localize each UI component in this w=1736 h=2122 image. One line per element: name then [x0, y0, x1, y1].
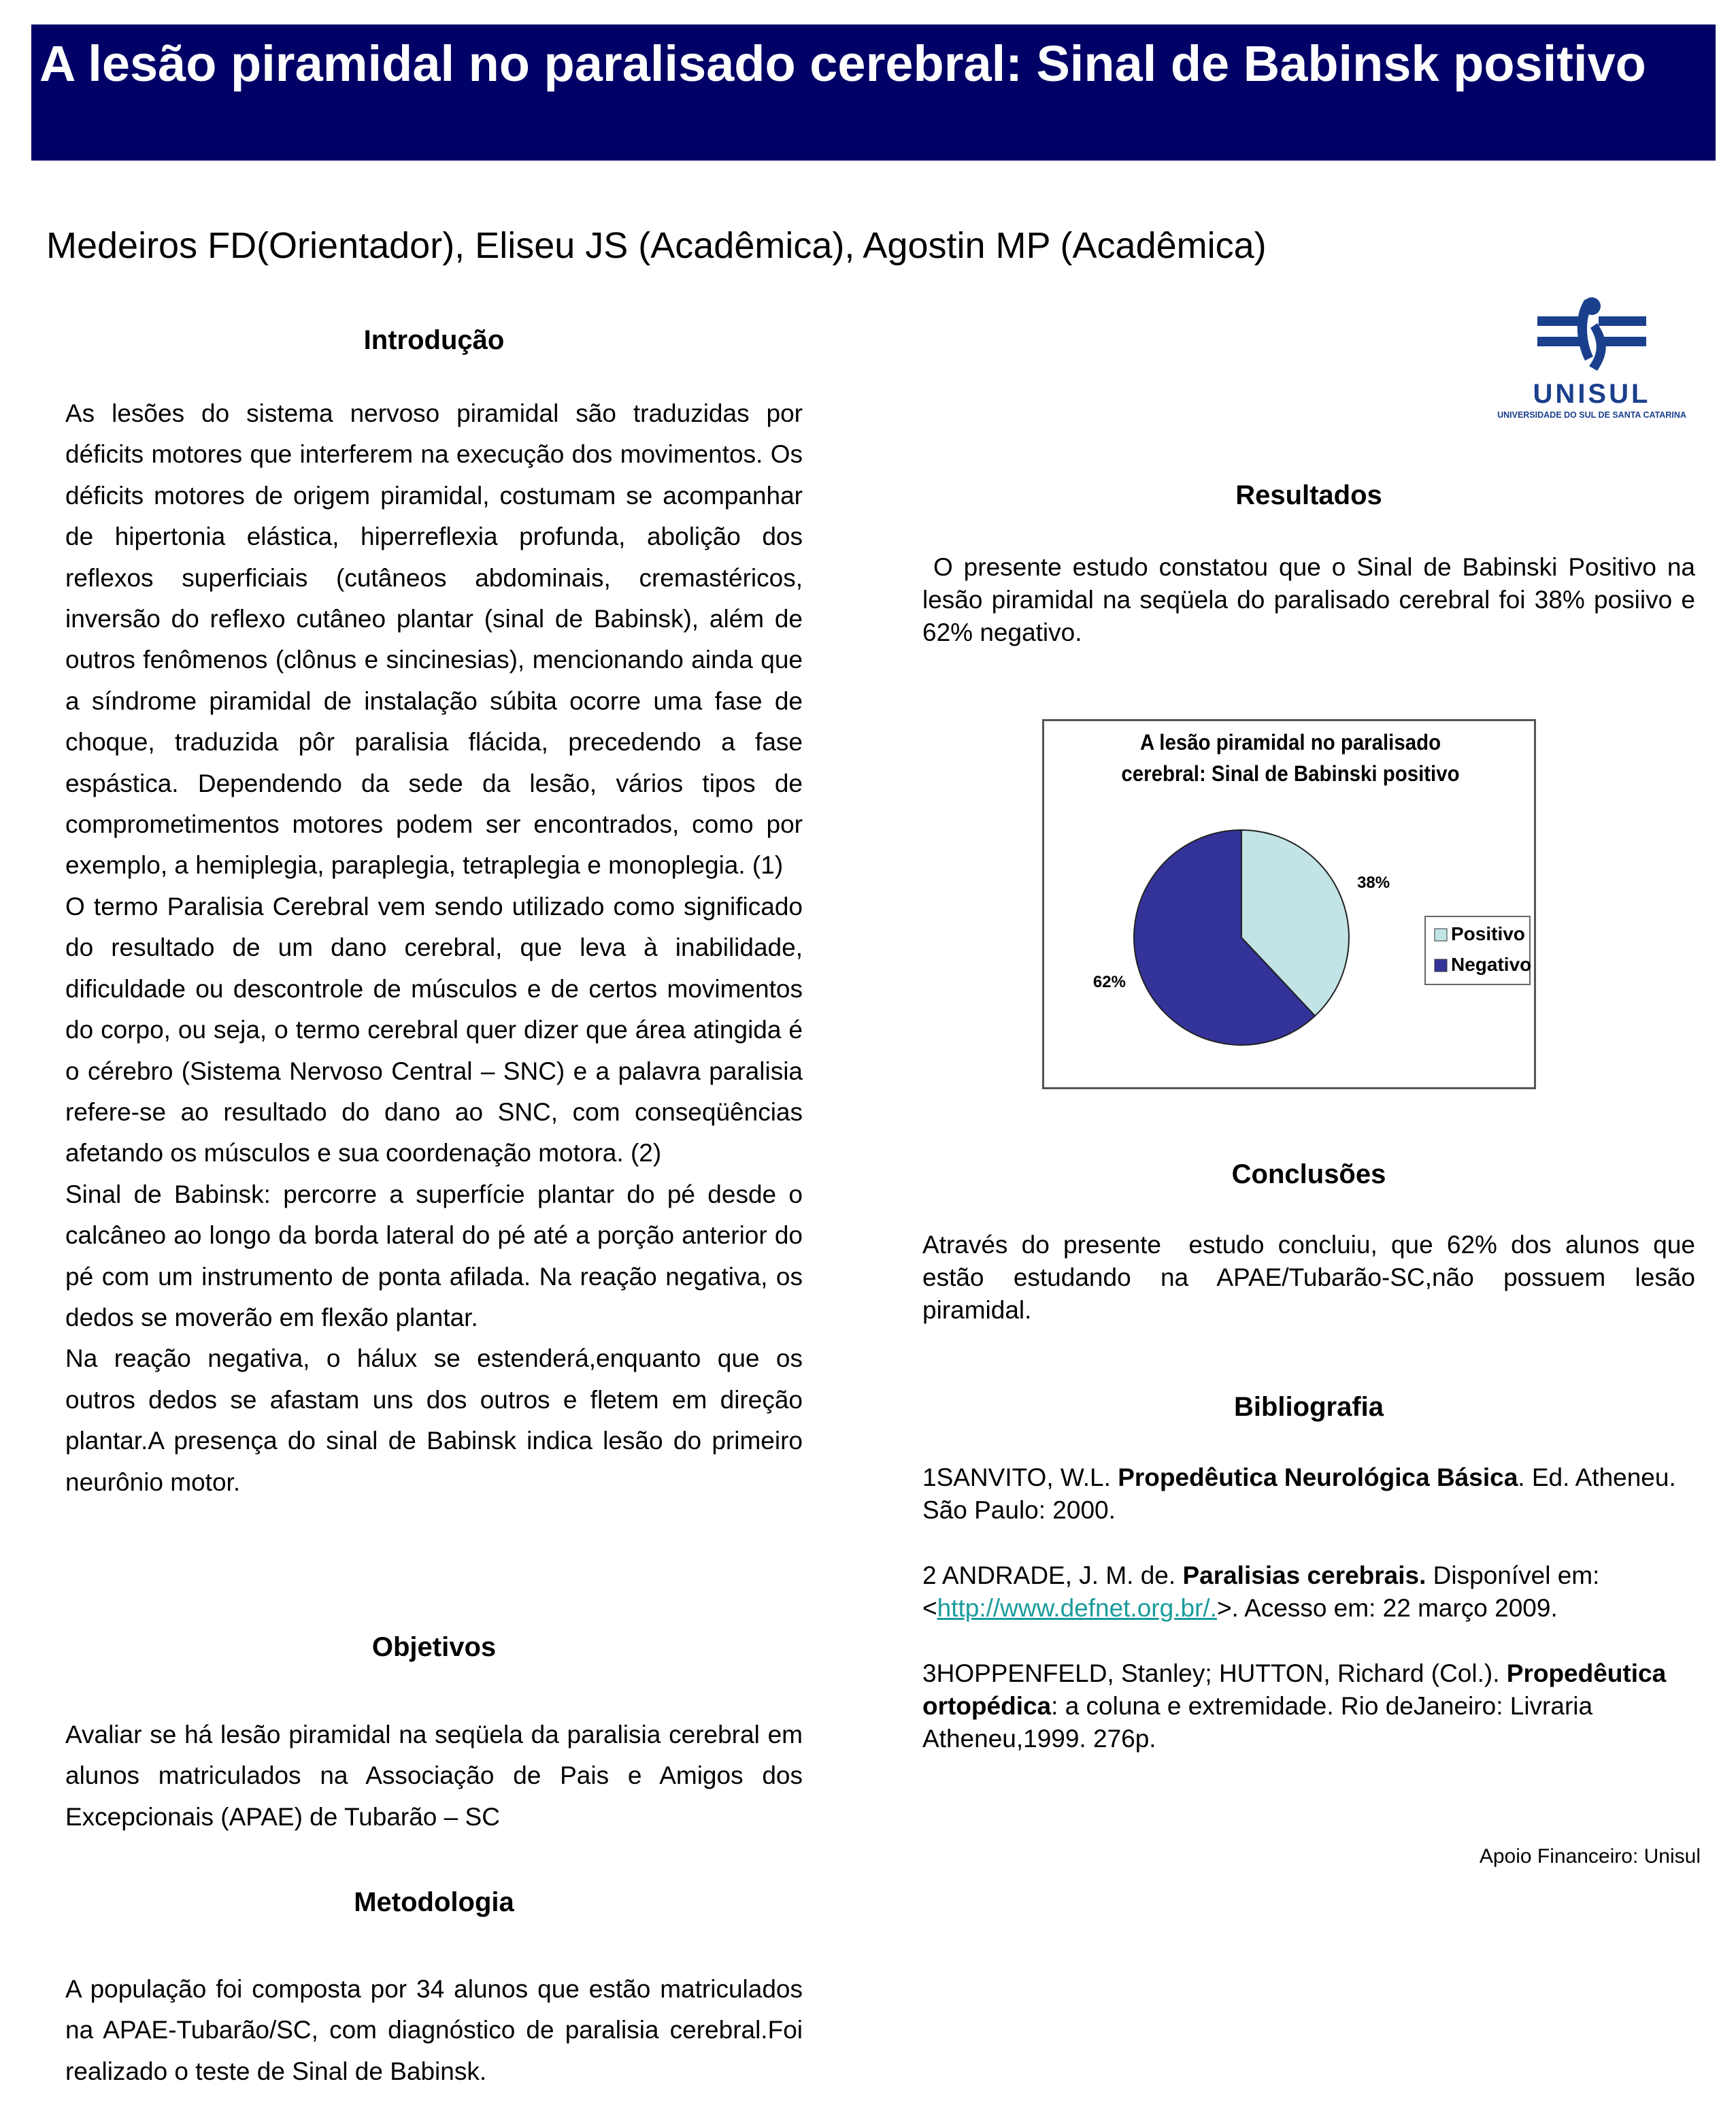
objetivos-heading: Objetivos	[371, 1632, 497, 1662]
resultados-body: O presente estudo constatou que o Sinal de Babinski Positivo na lesão piramidal na seqüela do paralisado cerebral foi 38% posiivo e 62% negativo.	[922, 553, 1703, 646]
introducao-paragraph-2: O termo Paralisia Cerebral vem sendo utilizado como significado do resultado de um dano cerebral, que leva à inabilidade, dificuldade ou descontrole de músculos e de certos movimentos do corpo, ou seja, o termo cerebral quer dizer que área atingida é o cérebro (Sistema Nervoso Central – SNC) e a palavra paralisia refere-se ao resultado do dano ao SNC, com conseqüências afetando os músculos e sua coordenação motora. (2)	[65, 892, 803, 1167]
ref2-title: Paralisias cerebrais.	[1182, 1561, 1426, 1589]
introducao-paragraph-1: As lesões do sistema nervoso piramidal são traduzidas por déficits motores que interferem na execução dos movimentos. Os déficits motores de origem piramidal, costumam se acompanhar de hipertonia elástica, hiperreflexia profunda, abolição dos reflexos superficiais (cutâneos abdominais, cremastéricos, inversão do reflexo cutâneo plantar (sinal de Babinsk), além de outros fenômenos (clônus e sincinesias), mencionando ainda que a síndrome piramidal de instalação súbita ocorre uma fase de choque, traduzida pôr paralisia flácida, precedendo a fase espástica. Dependendo da sede da lesão, vários tipos de comprometimentos motores podem ser encontrados, como por exemplo, a hemiplegia, paraplegia, tetraplegia e monoplegia. (1)	[65, 399, 803, 880]
funding-note: Apoio Financeiro: Unisul	[1479, 1845, 1701, 1868]
resultados-heading: Resultados	[1235, 480, 1382, 510]
legend-label-negativo: Negativo	[1451, 954, 1532, 975]
reference-2	[922, 1559, 1695, 1625]
pie-chart-svg	[1044, 721, 1534, 1087]
reference-1	[922, 1461, 1695, 1527]
pie-label-negativo: 62%	[1092, 972, 1126, 991]
ref1-details: . Ed. Atheneu. São Paulo: 2000.	[922, 1463, 1676, 1524]
authors-line: Medeiros FD(Orientador), Eliseu JS (Acadêmica), Agostin MP (Acadêmica)	[46, 225, 1267, 266]
ref1-authors: 1SANVITO, W.L.	[922, 1463, 1118, 1491]
introducao-body	[65, 393, 803, 1503]
metodologia-body: A população foi composta por 34 alunos que estão matriculados na APAE-Tubarão/SC, com diagnóstico de paralisia cerebral.Foi realizado o teste de Sinal de Babinsk.	[65, 1975, 803, 2085]
conclusoes-heading: Conclusões	[1231, 1159, 1386, 1189]
chart-title-line-2: cerebral: Sinal de Babinski positivo	[1121, 761, 1460, 786]
ref3-details: : a coluna e extremidade. Rio deJaneiro: Livraria Atheneu,1999. 276p.	[922, 1692, 1593, 1753]
metodologia-heading: Metodologia	[354, 1887, 514, 1917]
poster-title: A lesão piramidal no paralisado cerebral: Sinal de Babinsk positivo	[39, 35, 1646, 92]
unisul-emblem-icon	[1537, 297, 1646, 371]
conclusoes-body: Através do presente estudo concluiu, que 62% dos alunos que estão estudando na APAE/Tubarão-SC,não possuem lesão piramidal.	[922, 1231, 1703, 1324]
introducao-paragraph-4: Na reação negativa, o hálux se estenderá,enquanto que os outros dedos se afastam uns dos outros e fletem em direção plantar.A presença do sinal de Babinsk indica lesão do primeiro neurônio motor.	[65, 1344, 803, 1496]
title-banner	[31, 24, 1716, 161]
ref2-access: >. Acesso em: 22 março 2009.	[1216, 1594, 1558, 1622]
legend-label-positivo: Positivo	[1451, 923, 1525, 944]
ref3-authors: 3HOPPENFELD, Stanley; HUTTON, Richard (Col.).	[922, 1659, 1507, 1687]
reference-3	[922, 1657, 1695, 1755]
ref1-title: Propedêutica Neurológica Básica	[1118, 1463, 1518, 1491]
bibliografia-list	[922, 1461, 1695, 1755]
bibliografia-heading: Bibliografia	[1233, 1392, 1384, 1422]
pie-label-positivo: 38%	[1357, 874, 1390, 893]
logo-name: UNISUL	[1533, 379, 1651, 409]
ref3-title: Propedêutica ortopédica	[922, 1659, 1667, 1720]
pie-chart	[1042, 719, 1536, 1089]
legend-swatch-positivo	[1435, 929, 1447, 941]
chart-title-line-1: A lesão piramidal no paralisado	[1139, 729, 1441, 755]
ref2-available: Disponível em: <	[922, 1561, 1600, 1622]
ref2-link[interactable]: http://www.defnet.org.br/.	[937, 1594, 1217, 1622]
legend-swatch-negativo	[1435, 959, 1447, 972]
unisul-logo	[1483, 286, 1701, 422]
objetivos-body: Avaliar se há lesão piramidal na seqüela da paralisia cerebral em alunos matriculados na Associação de Pais e Amigos dos Excepcionais (APAE) de Tubarão – SC	[65, 1721, 803, 1831]
ref2-authors: 2 ANDRADE, J. M. de.	[922, 1561, 1183, 1589]
introducao-paragraph-3: Sinal de Babinsk: percorre a superfície plantar do pé desde o calcâneo ao longo da borda lateral do pé até a porção anterior do pé com um instrumento de ponta afilada. Na reação negativa, os dedos se moverão em flexão plantar.	[65, 1180, 803, 1331]
logo-subtitle: UNIVERSIDADE DO SUL DE SANTA CATARINA	[1497, 410, 1686, 420]
introducao-heading: Introdução	[363, 325, 505, 355]
